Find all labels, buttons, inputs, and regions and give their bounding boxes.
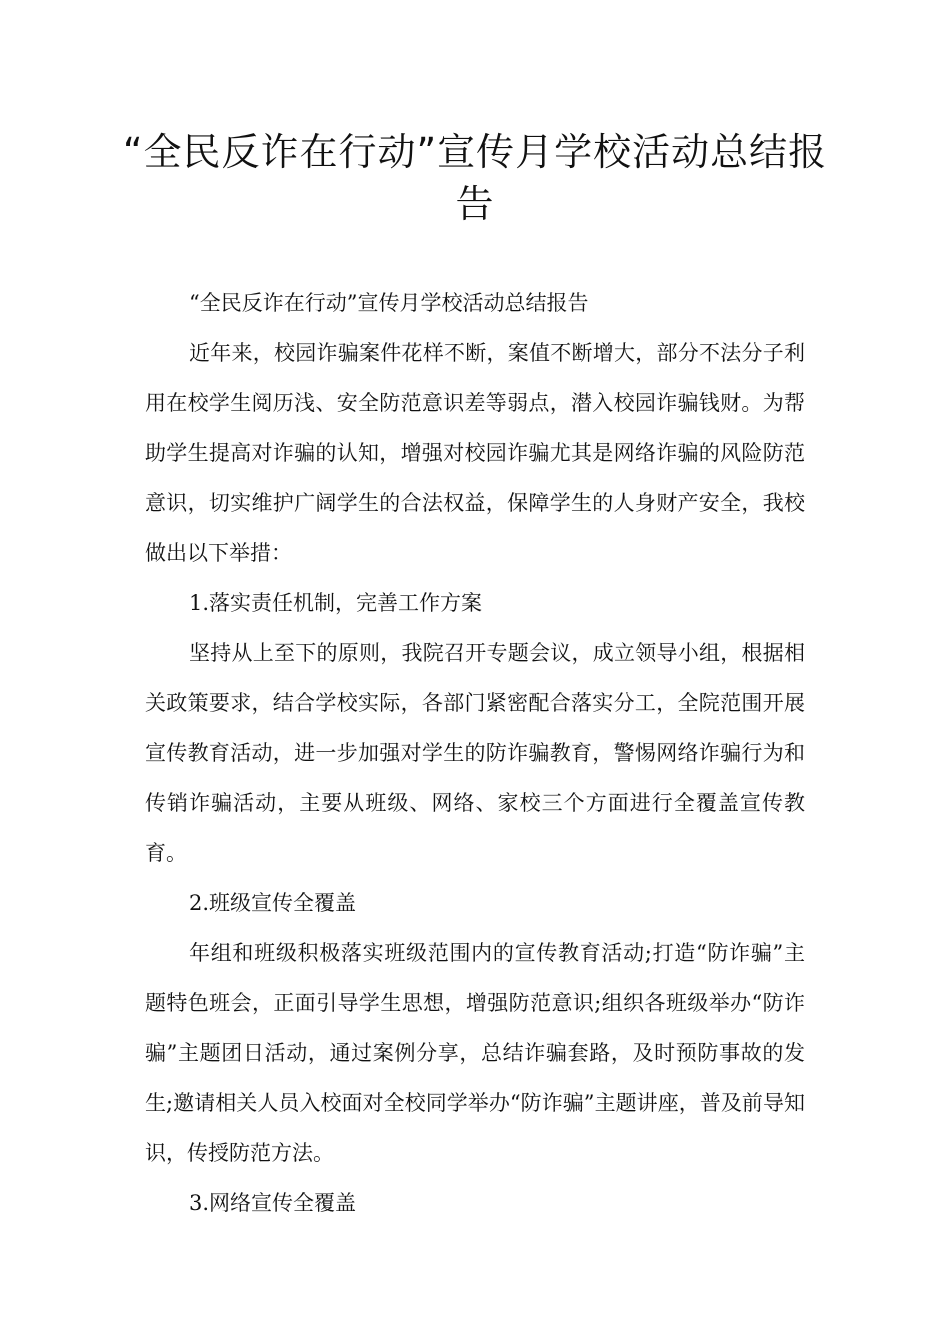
paragraph-section-1: 坚持从上至下的原则，我院召开专题会议，成立领导小组，根据相关政策要求，结合学校实际，各部门紧密配合落实分工，全院范围开展宣传教育活动，进一步加强对学生的防诈骗教育，警惕网络诈骗行为和传销诈骗活动，主要从班级、网络、家校三个方面进行全覆盖宣传教育。 [145, 641, 805, 865]
paragraph-subtitle: “全民反诈在行动”宣传月学校活动总结报告 [189, 291, 589, 315]
section-heading-2: 2.班级宣传全覆盖 [189, 891, 357, 915]
document-body [145, 278, 805, 1228]
document-title: “全民反诈在行动”宣传月学校活动总结报告 [122, 130, 828, 226]
paragraph-intro: 近年来，校园诈骗案件花样不断，案值不断增大，部分不法分子利用在校学生阅历浅、安全防范意识差等弱点，潜入校园诈骗钱财。为帮助学生提高对诈骗的认知，增强对校园诈骗尤其是网络诈骗的风险防范意识，切实维护广阔学生的合法权益，保障学生的人身财产安全，我校做出以下举措： [145, 341, 805, 565]
section-heading-1: 1.落实责任机制，完善工作方案 [189, 591, 483, 615]
paragraph-section-2: 年组和班级积极落实班级范围内的宣传教育活动;打造“防诈骗”主题特色班会，正面引导学生思想，增强防范意识;组织各班级举办“防诈骗”主题团日活动，通过案例分享，总结诈骗套路，及时预防事故的发生;邀请相关人员入校面对全校同学举办“防诈骗”主题讲座，普及前导知识，传授防范方法。 [145, 941, 805, 1165]
section-heading-3: 3.网络宣传全覆盖 [189, 1191, 357, 1215]
